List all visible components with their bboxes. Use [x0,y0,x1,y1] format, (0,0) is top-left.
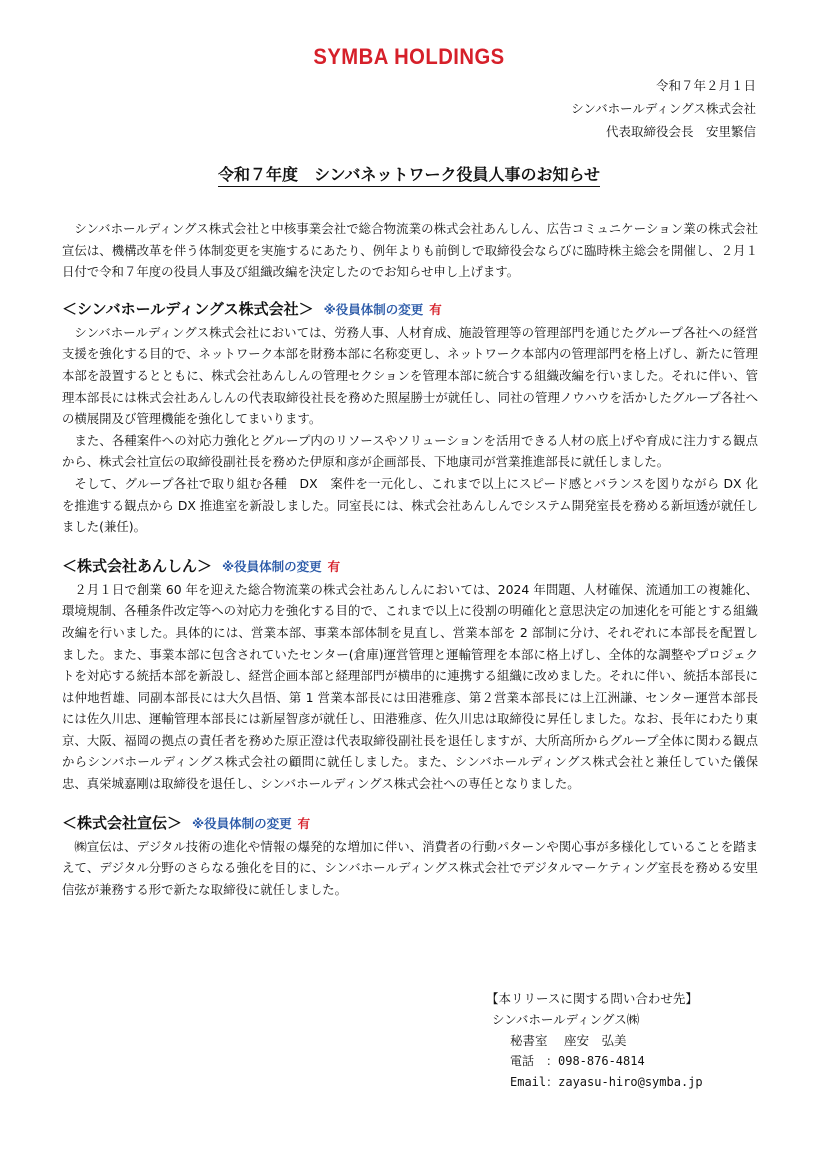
contact-company: シンバホールディングス㈱ [492,1012,640,1027]
section-title: ＜シンバホールディングス株式会社＞ [62,299,314,318]
section-heading-symba [62,297,758,322]
section-heading-anshin [62,554,758,579]
document-title-text: 令和７年度 シンバネットワーク役員人事のお知らせ [218,165,600,187]
contact-department: 秘書室 座安 弘美 [510,1033,627,1048]
section-paragraph: ㈱宣伝は、デジタル技術の進化や情報の爆発的な増加に伴い、消費者の行動パターンや関心事が多様化していることを踏まえて、デジタル分野のさらなる強化を目的に、シンバホールディングス株式会社でデジタルマーケティング室長を務める安里信弦が兼務する形で新たな取締役に就任しました。 [62,838,758,897]
section-paragraph: また、各種案件への対応力強化とグループ内のリソースやソリューションを活用できる人材の底上げや育成に注力する観点から、株式会社宣伝の取締役副社長を務めた伊原和彦が企画部長、下地康司が営業推進部長に就任しました。 [62,432,758,470]
section-title: ＜株式会社あんしん＞ [62,556,213,575]
section-flag: 有 [297,815,311,831]
company-logo: SYMBA HOLDINGS [313,44,505,69]
section-paragraph: ２月１日で創業 60 年を迎えた総合物流業の株式会社あんしんにおいては、2024 年問題、人材確保、流通加工の複雑化、環境規制、各種条件改定等への対応力を強化する目的で、これまで以上に役割の明確化と意思決定の加速化を可能とする組織改編を行いました。具体的には、営業本部、事業本部体制を見直し、営業本部を 2 部制に分け、それぞれに本部長を配置しました。また、事業本部に包含されていたセンター(倉庫)運営管理と運輸管理を本部に格上げし、全体的な調整やプロジェクトを対応する統括本部を新設し、経営企画本部と経理部門が横串的に連携する組織に改めました。それに伴い、統括本部長には仲地哲雄、同副本部長には大久昌悟、第 1 営業本部長には田港雅彦、第２営業本部長には上江洲謙、センター運営本部長には佐久川忠、運輸管理本部長には新屋智彦が就任し、田港雅彦、佐久川忠は取締役に昇任しました。なお、長年にわたり東京、大阪、福岡の拠点の責任者を務めた原正澄は代表取締役副社長を退任しますが、大所高所からグループ全体に関わる観点からシンバホールディングス株式会社の顧問に就任しました。また、シンバホールディングス株式会社と兼任していた儀保忠、真栄城嘉剛は取締役を退任し、シンバホールディングス株式会社への専任となりました。 [62,581,758,792]
contact-heading: 【本リリースに関する問い合わせ先】 [486,991,698,1006]
section-flag: 有 [327,558,341,574]
section-flag: 有 [429,301,442,317]
section-heading-senden [62,811,758,836]
company-name: シンバホールディングス株式会社 [571,101,756,116]
section-note: ※役員体制の変更 [323,301,424,317]
intro-paragraph: シンバホールディングス株式会社と中核事業会社で総合物流業の株式会社あんしん、広告コミュニケーション業の株式会社宣伝は、機構改革を伴う体制変更を実施するにあたり、例年よりも前倒しで取締役会ならびに臨時株主総会を開催し、２月１日付で令和７年度の役員人事及び組織改編を決定したのでお知らせ申し上げます。 [62,221,758,280]
section-note: ※役員体制の変更 [192,815,292,831]
contact-email: Email：zayasu-hiro@symba.jp [510,1075,703,1089]
section-title: ＜株式会社宣伝＞ [62,813,183,832]
section-paragraph: そして、グループ各社で取り組む各種 DX 案件を一元化し、これまで以上にスピード感とバランスを図りながら DX 化を推進する観点から DX 推進室を新設しました。同室長には、株式会社あんしんでシステム開発室長を務める新垣透が就任しました(兼任)。 [62,475,758,535]
section-paragraph: シンバホールディングス株式会社においては、労務人事、人材育成、施設管理等の管理部門を通じたグループ各社への経営支援を強化する目的で、ネットワーク本部を財務本部に名称変更し、ネットワーク本部内の管理部門を格上げし、新たに管理本部を設置するとともに、株式会社あんしんの管理セクションを管理本部に統合する組織改編を行いました。それに伴い、管理本部長には株式会社あんしんの代表取締役社長を務めた照屋勝士が就任し、同社の管理ノウハウを活かしたグループ各社への横展開及び管理機能を強化してまいります。 [62,324,758,427]
release-date: 令和７年２月１日 [655,78,756,93]
section-note: ※役員体制の変更 [222,558,322,574]
document-body [62,218,758,900]
representative-name: 代表取締役会長 安里繁信 [605,124,756,139]
contact-phone: 電話 ：098-876-4814 [510,1054,645,1068]
contact-block [486,988,703,1093]
document-title [0,162,818,185]
